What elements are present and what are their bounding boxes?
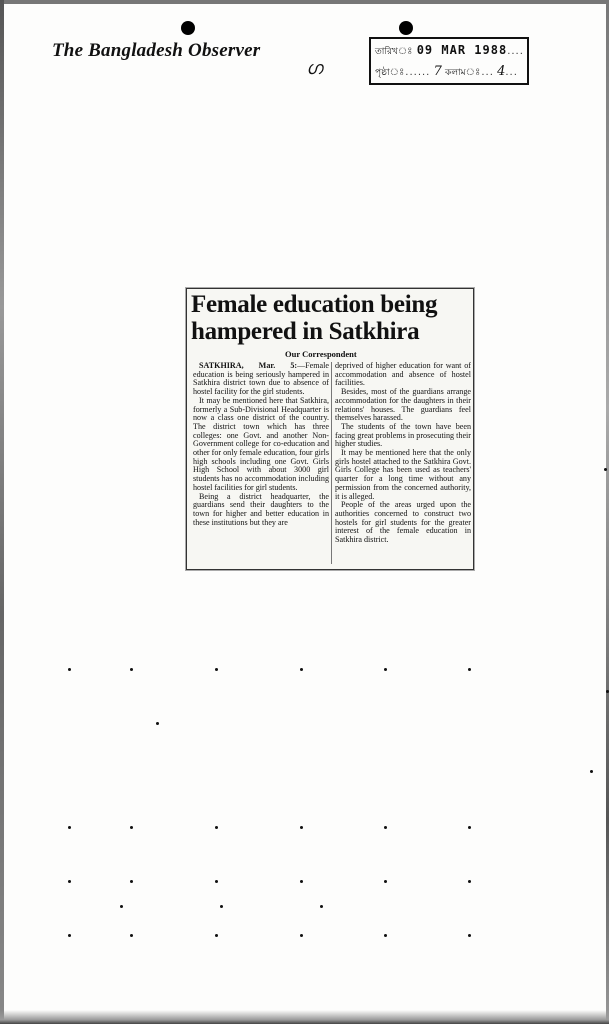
article-paragraph: It may be mentioned here that the only girls hostel attached to the Satkhira Govt. Girls College has been used as teachers' quarter for a long time without any permission from the concerned authority, it is alleged. [335,448,471,501]
stamp-page-row: পৃষ্ঠাঃ...... 7 কলামঃ... 4... [375,64,518,79]
article-paragraph: Besides, most of the guardians arrange accommodation for the daughters in their relations' houses. The guardians feel themselves harassed. [335,387,471,423]
scan-speck [320,905,323,908]
punch-hole-left [181,21,195,35]
scan-speck [468,934,471,937]
scan-speck [215,668,218,671]
newspaper-clipping [186,288,474,570]
page-top-edge [0,0,609,4]
scan-speck [384,668,387,671]
scan-speck [384,880,387,883]
stamp-date-label: তারিখ [375,47,398,57]
stamp-date-value: 09 MAR 1988 [416,43,508,57]
dateline: SATKHIRA, Mar. 5: [199,361,298,370]
article-paragraph [193,362,329,397]
page-left-edge [0,0,4,1024]
article-headline [191,291,473,345]
archive-date-stamp [369,37,529,85]
newspaper-masthead: The Bangladesh Observer [52,40,261,61]
scan-speck [468,668,471,671]
scan-speck [68,826,71,829]
scan-speck [384,826,387,829]
scan-speck [604,468,607,471]
stamp-page-value: 7 [433,64,442,79]
scan-speck [68,934,71,937]
scan-speck [215,934,218,937]
scan-speck [130,934,133,937]
article-paragraph: The students of the town have been facing great problems in prosecuting their higher studies. [335,421,471,449]
scan-speck [130,668,133,671]
headline-line-2: hampered in Satkhira [191,318,420,345]
scan-speck [590,770,593,773]
scan-speck [130,880,133,883]
article-paragraph: It may be mentioned here that Satkhira, formerly a Sub-Divisional Headquarter is now a class one district of the country. The district town which has three colleges: one Govt. and another Non-Government college for co-education and other for only female education, four girls high schools including one Govt. Girls High School with about 3000 girl students has no accommodation including hostel facilities for girl students. [193,395,329,492]
scan-speck [384,934,387,937]
scan-speck [156,722,159,725]
headline-line-1: Female education being [191,291,438,318]
stamp-column-label: কলাম [445,68,466,78]
scan-speck [468,880,471,883]
stamp-date-row: তারিখঃ 09 MAR 1988.... [375,43,524,57]
stamp-page-label: পৃষ্ঠা [375,68,390,78]
scan-speck [300,934,303,937]
article-byline: Our Correspondent [285,349,357,359]
handwritten-mark: ഗ [306,58,323,79]
punch-hole-right [399,21,413,35]
scan-speck [120,905,123,908]
scan-speck [68,880,71,883]
article-paragraph: deprived of higher education for want of accommodation and absence of hostel facilities. [335,361,471,388]
scan-speck [130,826,133,829]
scan-speck [68,668,71,671]
article-column-1 [193,362,329,527]
scan-speck [215,880,218,883]
scan-speck [300,668,303,671]
scan-speck [300,826,303,829]
article-paragraph: People of the areas urged upon the authorities concerned to construct two hostels for girl students for the greater interest of the female education in Satkhira district. [335,500,471,545]
paragraph-text: —Female education is being seriously hampered in Satkhira district town due to absence of hostel facility for the girl students. [193,361,329,397]
stamp-column-value: 4 [497,64,506,79]
article-paragraph: Being a district headquarter, the guardians send their daughters to the town for higher and better education in these institutions but they are [193,491,329,527]
scan-speck [300,880,303,883]
scan-speck [468,826,471,829]
article-column-2 [335,362,471,545]
page-bottom-edge [0,1010,609,1024]
scan-speck [215,826,218,829]
scan-speck [220,905,223,908]
column-divider [331,362,332,564]
